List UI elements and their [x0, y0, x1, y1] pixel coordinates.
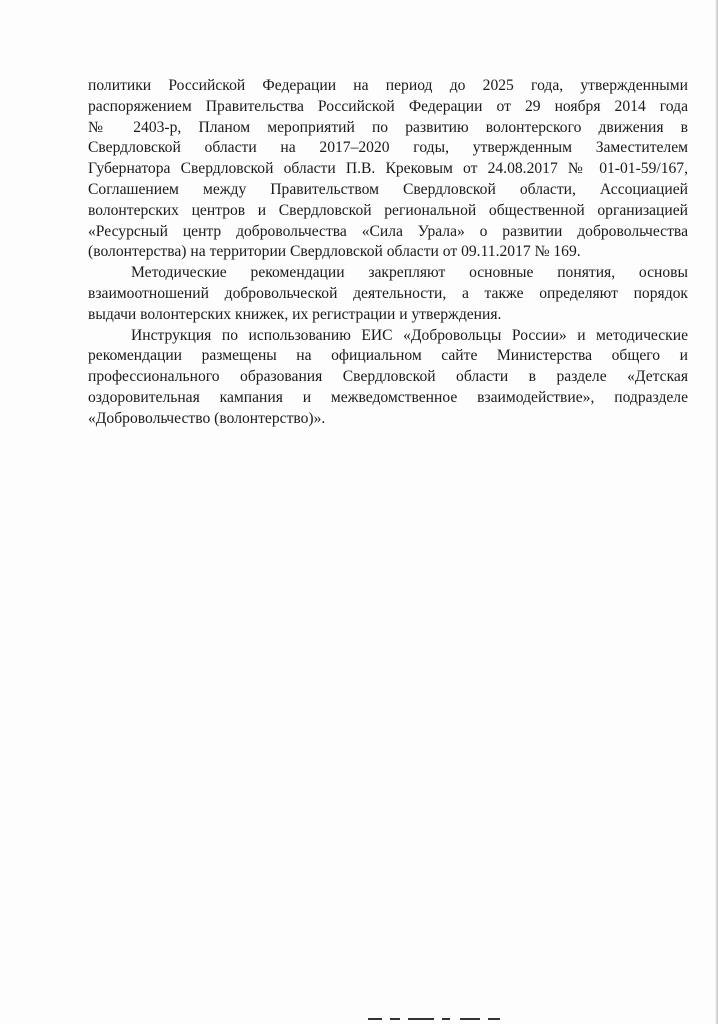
text-line: Соглашением между Правительством Свердловской области, Ассоциацией	[88, 180, 688, 198]
text-line: выдачи волонтерских книжек, их регистрации и утверждения.	[88, 305, 502, 323]
text-line: Губернатора Свердловской области П.В. Крековым от 24.08.2017 № 01-01-59/167,	[88, 160, 688, 178]
text-line: профессионального образования Свердловской области в разделе «Детская	[88, 368, 688, 386]
text-line: оздоровительная кампания и межведомственное взаимодействие», подразделе	[88, 388, 688, 406]
text-line: № 2403-р, Планом мероприятий по развитию волонтерского движения в	[88, 118, 688, 136]
text-line: Свердловской области на 2017–2020 годы, утвержденным Заместителем	[88, 139, 688, 157]
text-line: волонтерских центров и Свердловской региональной общественной организацией	[88, 201, 688, 219]
text-line: взаимоотношений добровольческой деятельности, а также определяют порядок	[88, 284, 688, 302]
paragraph-3	[88, 326, 688, 430]
text-line: рекомендации размещены на официальном сайте Министерства общего и	[88, 347, 688, 365]
text-line: политики Российской Федерации на период до 2025 года, утвержденными	[88, 77, 688, 94]
paragraph-1	[88, 76, 688, 263]
text-line: Инструкция по использованию ЕИС «Добровольцы России» и методические	[131, 326, 688, 344]
text-line: Методические рекомендации закрепляют основные понятия, основы	[131, 264, 688, 282]
paragraph-2	[88, 263, 688, 325]
text-line: «Ресурсный центр добровольчества «Сила Урала» о развитии добровольчества	[88, 222, 688, 240]
text-line: распоряжением Правительства Российской Федерации от 29 ноября 2014 года	[88, 97, 688, 115]
scan-artifact	[368, 1014, 528, 1024]
document-body	[88, 76, 688, 430]
text-line: (волонтерства) на территории Свердловской области от 09.11.2017 № 169.	[88, 243, 581, 261]
text-line: «Добровольчество (волонтерство)».	[88, 409, 326, 427]
